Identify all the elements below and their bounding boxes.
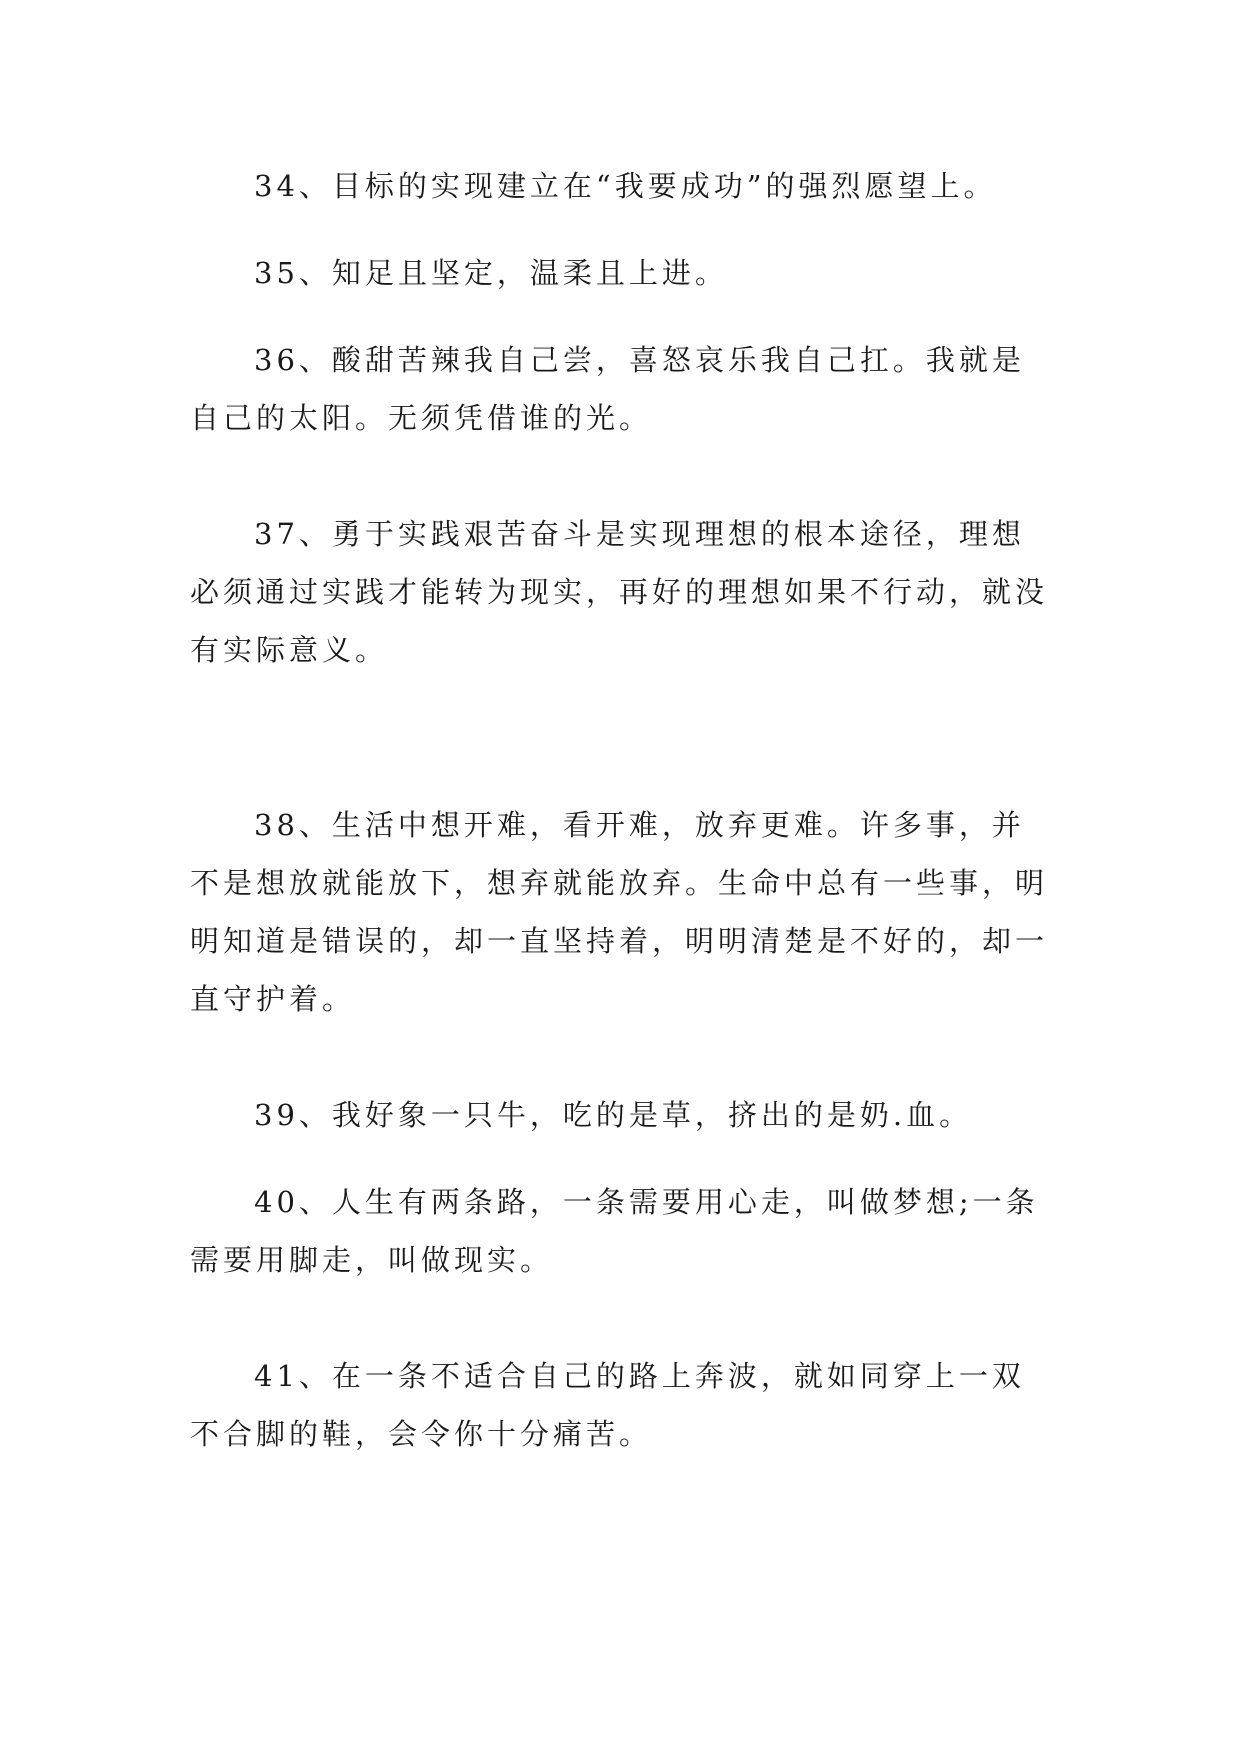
- quote-paragraph-35: 35、知足且坚定，温柔且上进。: [254, 256, 728, 290]
- quote-paragraph-34: 34、目标的实现建立在“我要成功”的强烈愿望上。: [254, 169, 997, 203]
- quote-paragraph-38: 38、生活中想开难，看开难，放弃更难。许多事，并不是想放就能放下，想弃就能放弃。生命中总有一些事，明明知道是错误的，却一直坚持着，明明清楚是不好的，却一直守护着。: [190, 808, 1049, 1016]
- quote-paragraph-37: 37、勇于实践艰苦奋斗是实现理想的根本途径，理想必须通过实践才能转为现实，再好的理想如果不行动，就没有实际意义。: [190, 517, 1049, 667]
- quote-paragraph-39: 39、我好象一只牛，吃的是草，挤出的是奶.血。: [254, 1098, 973, 1132]
- quote-paragraph-40: 40、人生有两条路，一条需要用心走，叫做梦想;一条需要用脚走，叫做现实。: [190, 1185, 1039, 1277]
- quote-paragraph-41: 41、在一条不适合自己的路上奔波，就如同穿上一双不合脚的鞋，会令你十分痛苦。: [190, 1359, 1025, 1451]
- quote-paragraph-36: 36、酸甜苦辣我自己尝，喜怒哀乐我自己扛。我就是自己的太阳。无须凭借谁的光。: [190, 343, 1025, 435]
